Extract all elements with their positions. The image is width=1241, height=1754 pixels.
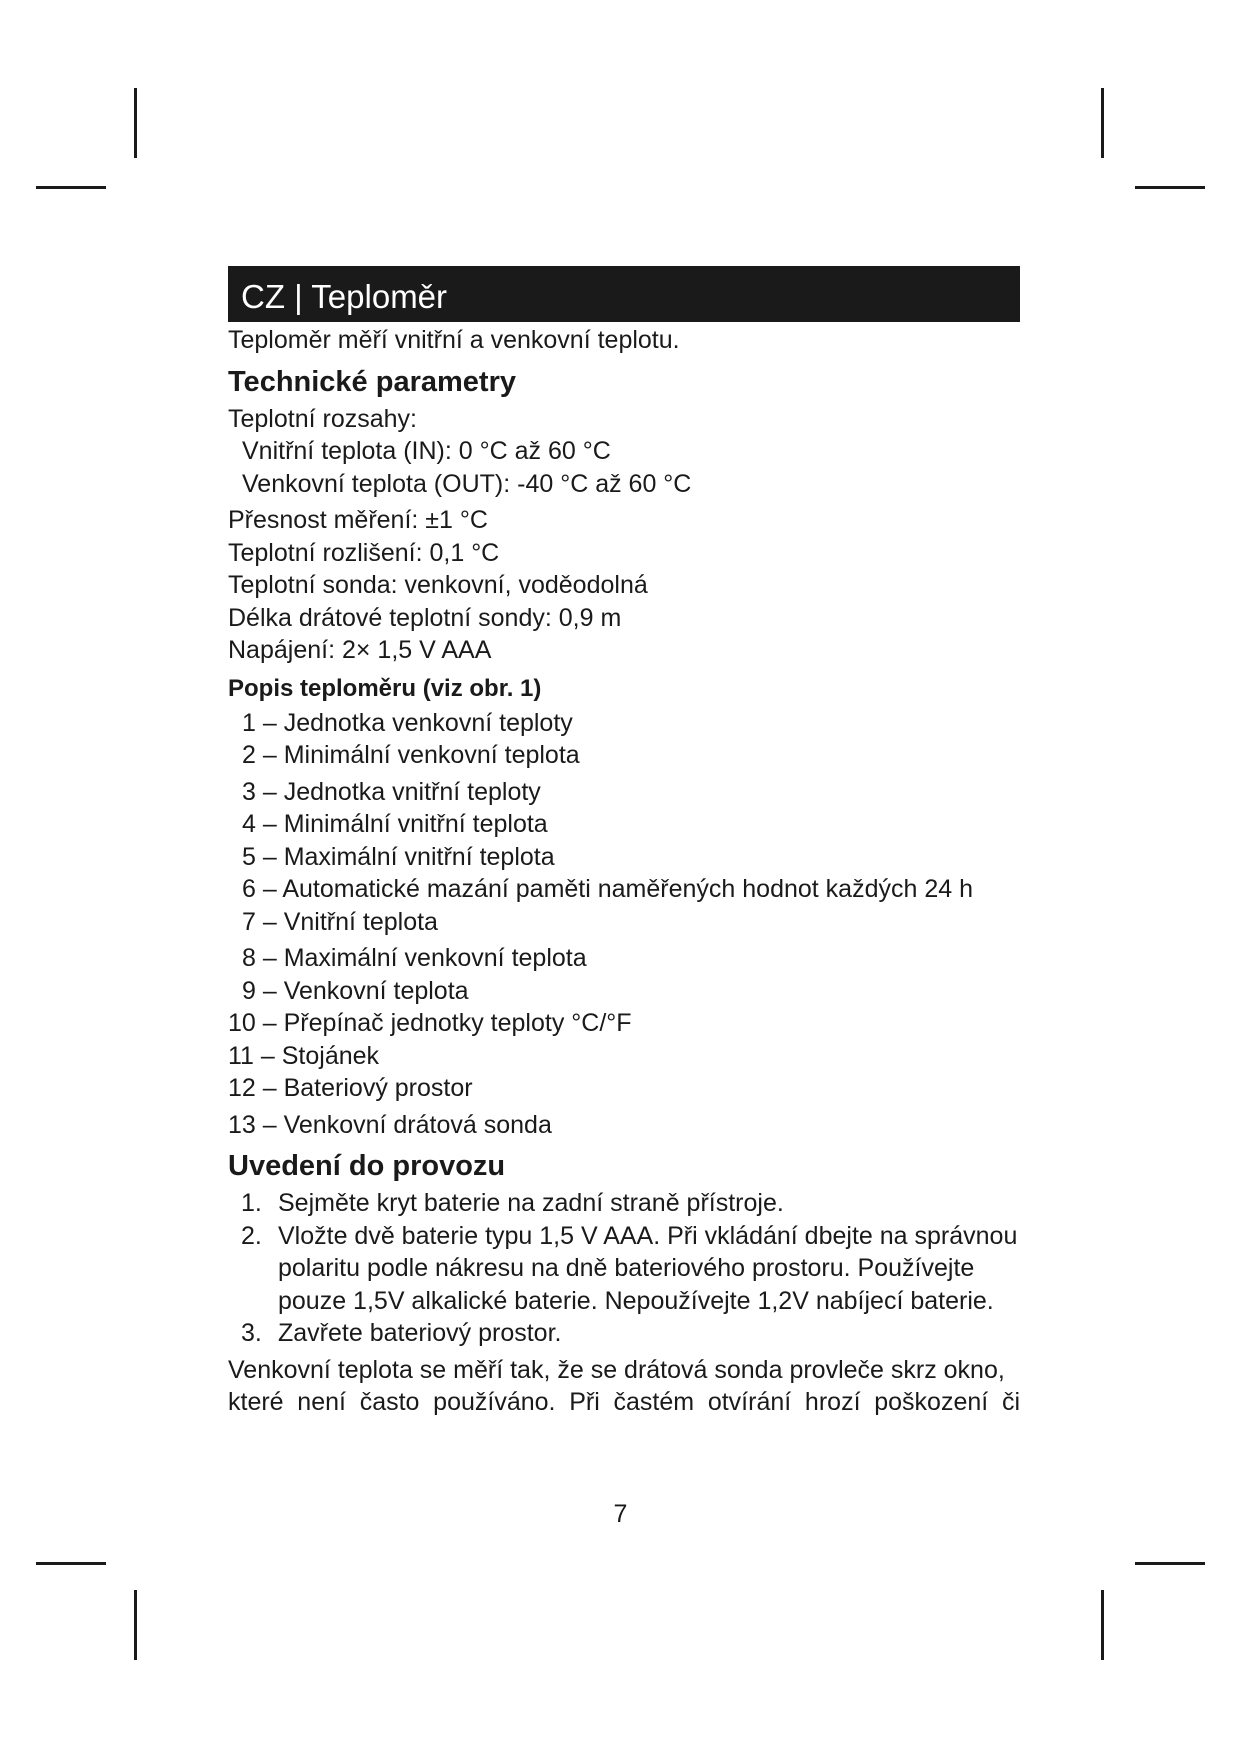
paragraph-line: které není často používáno. Při častém otvírání hrozí poškození či [228,1388,1020,1416]
range-out: Venkovní teplota (OUT): -40 °C až 60 °C [242,469,692,498]
list-item: 1 – Jednotka venkovní teploty [242,708,573,737]
setup-heading: Uvedení do provozu [228,1150,506,1182]
list-item: 9 – Venkovní teplota [242,976,469,1005]
technical-heading: Technické parametry [228,365,516,398]
crop-mark-bottom-right-vertical [1101,1590,1104,1660]
list-item: 4 – Minimální vnitřní teplota [242,810,548,838]
step-line: polaritu podle nákresu na dně bateriového prostoru. Používejte [278,1254,975,1282]
list-item: 2 – Minimální venkovní teplota [242,741,580,769]
range-in: Vnitřní teplota (IN): 0 °C až 60 °C [242,437,611,465]
list-item: 12 – Bateriový prostor [228,1074,473,1102]
step-number: 2. [241,1221,262,1250]
step-number: 1. [241,1189,262,1217]
ranges-label: Teplotní rozsahy: [228,404,417,433]
list-item: 10 – Přepínač jednotky teploty °C/°F [228,1009,632,1037]
setup-step-3 [228,1317,1020,1350]
list-item: 8 – Maximální venkovní teplota [242,944,587,972]
page-number: 7 [613,1500,628,1528]
probe-length: Délka drátové teplotní sondy: 0,9 m [228,603,622,632]
paragraph-line: Venkovní teplota se měří tak, že se drátová sonda provleče skrz okno, [228,1355,1005,1384]
list-item: 11 – Stojánek [228,1041,380,1070]
crop-mark-bottom-left-horizontal [36,1562,106,1565]
power: Napájení: 2× 1,5 V AAA [228,636,492,664]
list-item: 13 – Venkovní drátová sonda [228,1110,552,1139]
accuracy: Přesnost měření: ±1 °C [228,506,488,534]
crop-mark-top-left-vertical [134,88,137,158]
description-heading: Popis teploměru (viz obr. 1) [228,674,542,702]
crop-mark-top-right-vertical [1101,88,1104,158]
crop-mark-bottom-right-horizontal [1135,1562,1205,1565]
intro-text: Teploměr měří vnitřní a venkovní teplotu. [228,326,680,354]
setup-step-1 [228,1187,1020,1220]
step-line: Sejměte kryt baterie na zadní straně přístroje. [278,1189,784,1217]
step-number: 3. [241,1319,262,1347]
list-item: 3 – Jednotka vnitřní teploty [242,777,541,806]
list-item: 7 – Vnitřní teplota [242,907,438,936]
crop-mark-bottom-left-vertical [134,1590,137,1660]
list-item: 5 – Maximální vnitřní teplota [242,842,555,871]
step-line: pouze 1,5V alkalické baterie. Nepoužívejte 1,2V nabíjecí baterie. [278,1286,994,1315]
resolution: Teplotní rozlišení: 0,1 °C [228,538,500,567]
setup-step-2 [228,1220,1020,1318]
step-line: Zavřete bateriový prostor. [278,1319,562,1347]
step-line: Vložte dvě baterie typu 1,5 V AAA. Při vkládání dbejte na správnou [278,1221,1018,1250]
page-content [228,266,1020,1419]
probe: Teplotní sonda: venkovní, voděodolná [228,571,648,599]
section-title-banner: CZ | Teploměr [228,266,1020,322]
crop-mark-top-left-horizontal [36,186,106,189]
list-item: 6 – Automatické mazání paměti naměřených hodnot každých 24 h [242,875,973,903]
crop-mark-top-right-horizontal [1135,186,1205,189]
